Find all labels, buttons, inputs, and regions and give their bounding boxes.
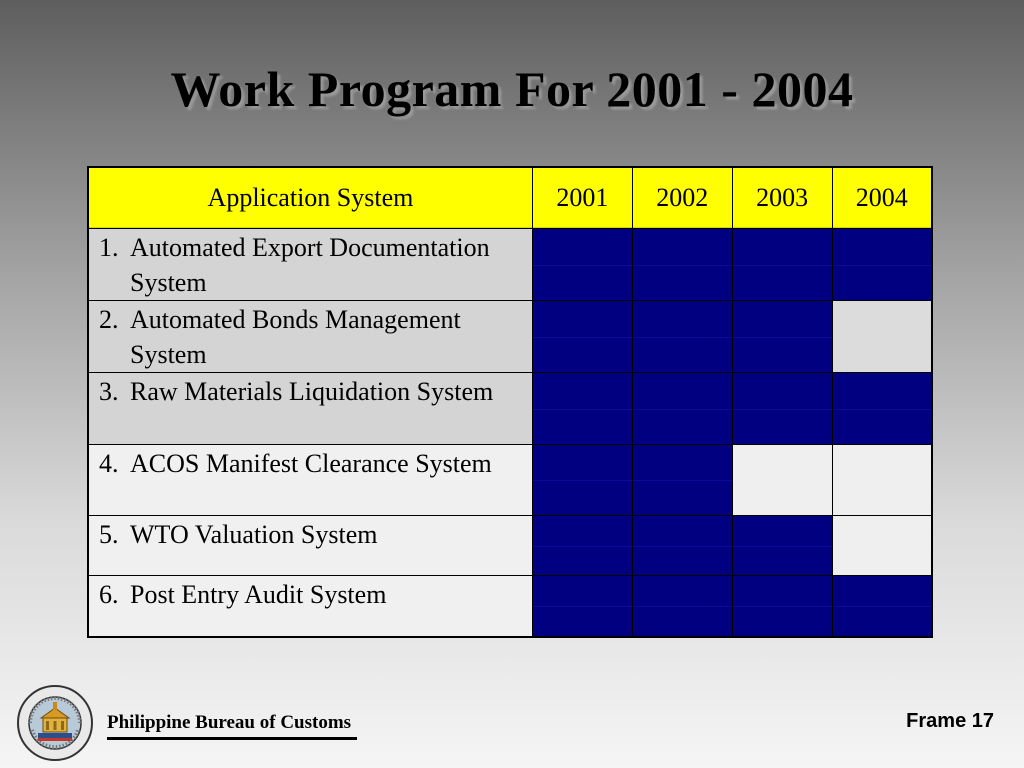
year-cell (632, 445, 732, 516)
system-name: WTO Valuation System (130, 520, 378, 549)
header-year-2001: 2001 (532, 167, 632, 229)
row-number: 2. (99, 305, 119, 334)
system-name-cell (88, 373, 532, 445)
year-cell (532, 516, 632, 576)
row-number: 6. (99, 580, 119, 609)
year-cell (732, 516, 832, 576)
year-cell (732, 445, 832, 516)
year-cell (732, 373, 832, 445)
system-name-cell (88, 576, 532, 638)
system-name: ACOS Manifest Clearance System (130, 449, 492, 478)
year-cell (632, 373, 732, 445)
table-row (88, 229, 932, 301)
year-cell (532, 445, 632, 516)
row-number: 4. (99, 449, 119, 478)
table-row (88, 576, 932, 638)
header-application-system: Application System (88, 167, 532, 229)
year-cell (832, 229, 932, 301)
header-year-2003: 2003 (732, 167, 832, 229)
row-number: 5. (99, 520, 119, 549)
frame-number: Frame 17 (906, 710, 994, 732)
slide-title: Work Program For 2001 - 2004 (170, 61, 854, 117)
year-cell (632, 301, 732, 373)
system-name: Raw Materials Liquidation System (130, 377, 494, 406)
bureau-seal-logo (16, 684, 94, 762)
table-row (88, 301, 932, 373)
year-cell (832, 445, 932, 516)
table-row (88, 445, 932, 516)
year-cell (732, 229, 832, 301)
year-cell (532, 301, 632, 373)
year-cell (632, 229, 732, 301)
header-year-2004: 2004 (832, 167, 932, 229)
header-year-2002: 2002 (632, 167, 732, 229)
year-cell (532, 229, 632, 301)
system-name-cell (88, 301, 532, 373)
year-cell (832, 576, 932, 638)
table-row (88, 373, 932, 445)
row-number: 1. (99, 233, 119, 262)
system-name-cell (88, 229, 532, 301)
year-cell (532, 373, 632, 445)
system-name-cell (88, 516, 532, 576)
year-cell (832, 373, 932, 445)
year-cell (632, 516, 732, 576)
system-name: Automated Bonds Management System (130, 305, 461, 369)
system-name: Post Entry Audit System (130, 580, 387, 609)
system-name: Automated Export Documentation System (130, 233, 490, 297)
table-header-row (88, 167, 932, 229)
year-cell (832, 301, 932, 373)
system-name-cell (88, 445, 532, 516)
footer-organization: Philippine Bureau of Customs (107, 712, 357, 740)
year-cell (832, 516, 932, 576)
year-cell (632, 576, 732, 638)
row-number: 3. (99, 377, 119, 406)
year-cell (732, 301, 832, 373)
work-program-table (87, 166, 933, 638)
year-cell (732, 576, 832, 638)
table-row (88, 516, 932, 576)
year-cell (532, 576, 632, 638)
